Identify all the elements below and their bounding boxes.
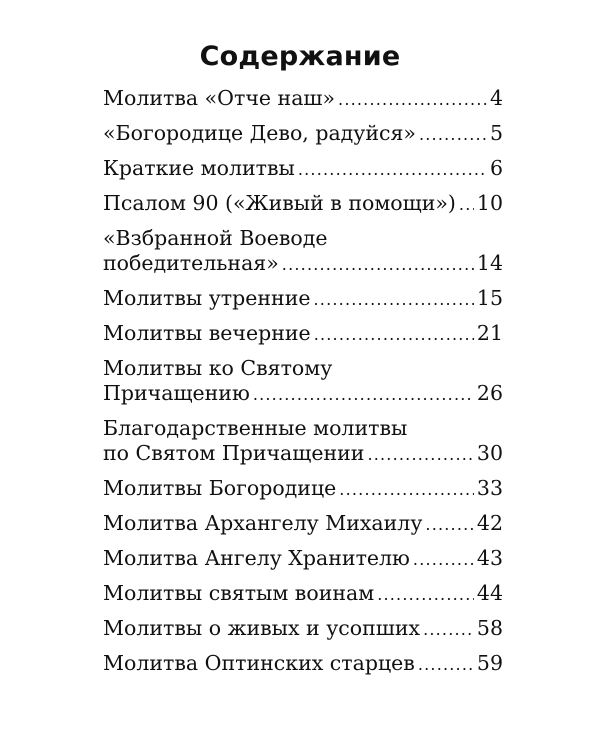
- toc-entry: [103, 156, 503, 182]
- toc-entry-title: Молитвы вечерние: [103, 321, 311, 345]
- page-title: Содержание: [199, 41, 401, 72]
- toc-page-number: 10: [476, 191, 503, 215]
- toc-page-number: 26: [476, 381, 503, 405]
- toc-page-number: 4: [489, 86, 503, 110]
- dot-leader: [253, 382, 474, 407]
- toc-entry-title: Псалом 90 («Живый в помощи»): [103, 191, 456, 215]
- toc-entry-title: Молитвы святым воинам: [103, 581, 375, 605]
- dot-leader: [314, 287, 474, 312]
- dot-leader: [282, 252, 474, 277]
- dot-leader: [423, 617, 474, 642]
- dot-leader: [377, 582, 474, 607]
- toc-entry: [103, 86, 503, 112]
- toc-entry-title: Молитва Оптинских старцев: [103, 651, 415, 675]
- toc-entry-title: Краткие молитвы: [103, 156, 295, 180]
- toc-entry-title: «Богородице Дево, радуйся»: [103, 121, 416, 145]
- toc-page-number: 21: [476, 321, 503, 345]
- toc-entry: [103, 546, 503, 572]
- toc-page-number: 6: [489, 156, 503, 180]
- toc-page-number: 5: [489, 121, 503, 145]
- toc-page-number: 59: [476, 651, 503, 675]
- toc-entry: [103, 121, 503, 147]
- toc-entry-title: Причащению: [103, 381, 250, 405]
- toc-entry-title: победительная»: [103, 251, 279, 275]
- toc-entry: [103, 616, 503, 642]
- toc-entry: [103, 226, 503, 277]
- toc-entry-title-line1: Благодарственные молитвы: [103, 416, 408, 440]
- toc-entry-title-line1: «Взбранной Воеводе: [103, 226, 328, 250]
- toc-entry: [103, 321, 503, 347]
- toc-page-number: 58: [476, 616, 503, 640]
- toc-entry: [103, 191, 503, 217]
- table-of-contents: [103, 86, 503, 686]
- dot-leader: [367, 442, 473, 467]
- toc-page-number: 33: [476, 476, 503, 500]
- toc-page-number: 44: [476, 581, 503, 605]
- toc-page-number: 43: [476, 546, 503, 570]
- toc-entry: [103, 651, 503, 677]
- toc-entry-title: Молитвы утренние: [103, 286, 311, 310]
- toc-entry-title: Молитва Ангелу Хранителю: [103, 546, 410, 570]
- toc-page-number: 42: [476, 511, 503, 535]
- toc-entry: [103, 581, 503, 607]
- toc-entry-title: Молитвы о живых и усопших: [103, 616, 421, 640]
- toc-entry: [103, 511, 503, 537]
- toc-page-number: 30: [476, 441, 503, 465]
- dot-leader: [418, 652, 474, 677]
- toc-entry: [103, 476, 503, 502]
- toc-entry: [103, 286, 503, 312]
- toc-entry: [103, 356, 503, 407]
- dot-leader: [339, 477, 474, 502]
- dot-leader: [314, 322, 474, 347]
- toc-entry-title-line1: Молитвы ко Святому: [103, 356, 333, 380]
- toc-page-number: 15: [476, 286, 503, 310]
- toc-entry-title: Молитва Архангелу Михаилу: [103, 511, 423, 535]
- dot-leader: [413, 547, 474, 572]
- dot-leader: [298, 157, 487, 182]
- dot-leader: [419, 122, 487, 147]
- toc-entry-title: Молитвы Богородице: [103, 476, 337, 500]
- toc-entry: [103, 416, 503, 467]
- dot-leader: [338, 87, 487, 112]
- toc-entry-title: Молитва «Отче наш»: [103, 86, 336, 110]
- dot-leader: [425, 512, 474, 537]
- toc-page-number: 14: [476, 251, 503, 275]
- toc-entry-title: по Святом Причащении: [103, 441, 365, 465]
- dot-leader: [459, 192, 474, 217]
